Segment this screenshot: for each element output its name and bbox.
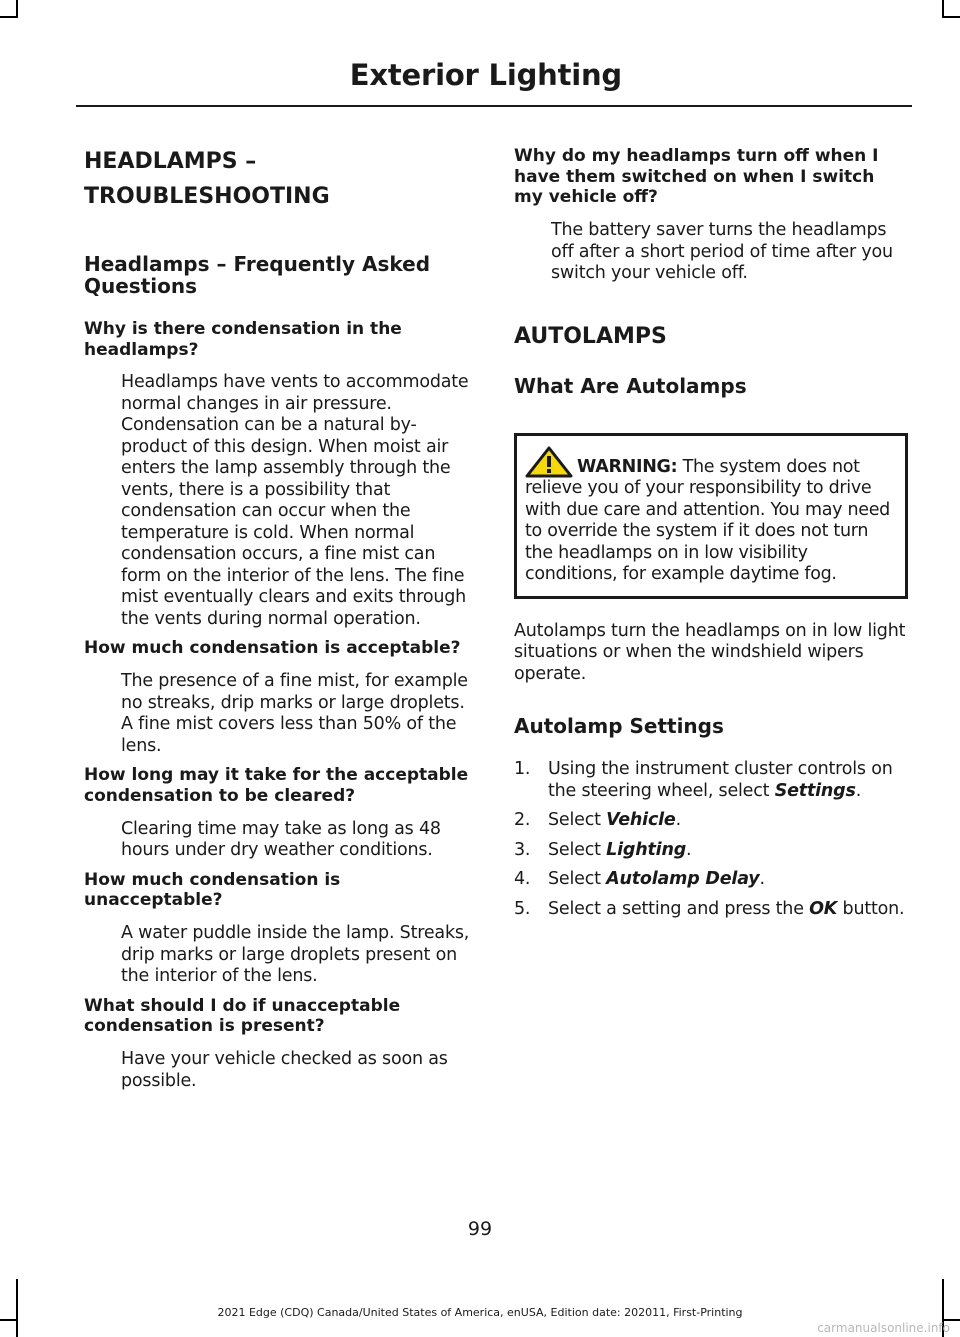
page-number: 99 bbox=[467, 1218, 493, 1240]
faq-question: How long may it take for the acceptable condensation to be cleared? bbox=[84, 765, 469, 806]
crop-mark-bottom-left bbox=[0, 1319, 18, 1321]
step-item: 1. Using the instrument cluster controls on the steering wheel, select Settings. bbox=[514, 759, 893, 801]
right-column bbox=[514, 146, 908, 920]
menu-label: Vehicle bbox=[606, 810, 676, 831]
section-heading-line2: TROUBLESHOOTING bbox=[84, 183, 330, 209]
faq-answer: The presence of a fine mist, for example no streaks, drip marks or large droplets. A fine mist covers less than 50% of the lens. bbox=[121, 671, 468, 756]
section-heading-line1: HEADLAMPS – bbox=[84, 149, 257, 174]
warning-box bbox=[514, 433, 908, 599]
subsection-heading: Autolamp Settings bbox=[514, 714, 724, 739]
step-item: 5. Select a setting and press the OK button. bbox=[514, 898, 905, 919]
menu-label: OK bbox=[809, 898, 838, 919]
section-heading: AUTOLAMPS bbox=[514, 323, 667, 349]
warning-triangle-icon bbox=[525, 446, 573, 478]
crop-mark-top-right bbox=[942, 16, 960, 18]
settings-steps bbox=[514, 759, 908, 920]
subsection-heading: What Are Autolamps bbox=[514, 373, 747, 398]
faq-answer: Headlamps have vents to accommodate normal changes in air pressure. Condensation can be a natural by-product of this design. When moist air enters the lamp assembly through the vents, there is a possibility that condensation can occur when the temperature is cold. When normal condensation occurs, a fine mist can form on the interior of the lens. The fine mist eventually clears and exits through the vents during normal operation. bbox=[121, 372, 469, 629]
crop-mark-top-left bbox=[0, 16, 18, 18]
edition-footer: 2021 Edge (CDQ) Canada/United States of America, enUSA, Edition date: 202011, First-Printing bbox=[217, 1306, 743, 1319]
menu-label: Settings bbox=[774, 780, 856, 801]
page-header-title: Exterior Lighting bbox=[349, 58, 622, 92]
faq-question: What should I do if unacceptable condensation is present? bbox=[84, 995, 401, 1037]
faq-answer: The battery saver turns the headlamps off after a short period of time after you switch your vehicle off. bbox=[551, 220, 893, 284]
menu-label: Lighting bbox=[606, 839, 687, 860]
header-divider bbox=[76, 105, 912, 107]
subsection-heading: Headlamps – Frequently Asked Questions bbox=[84, 251, 431, 298]
step-item: 2. Select Vehicle. bbox=[514, 810, 681, 831]
site-watermark[interactable]: carmanualsonline.info bbox=[817, 1321, 950, 1335]
warning-label: WARNING: bbox=[577, 456, 678, 477]
menu-label: Autolamp Delay bbox=[606, 869, 760, 890]
left-column bbox=[84, 146, 476, 1092]
faq-question: How much condensation is unacceptable? bbox=[84, 869, 341, 911]
faq-question: Why is there condensation in the headlamps? bbox=[84, 318, 402, 360]
faq-answer: A water puddle inside the lamp. Streaks, drip marks or large droplets present on the interior of the lens. bbox=[121, 923, 470, 987]
faq-question: Why do my headlamps turn off when I have them switched on when I switch my vehicle off? bbox=[514, 146, 879, 208]
step-item: 4. Select Autolamp Delay. bbox=[514, 869, 765, 890]
step-item: 3. Select Lighting. bbox=[514, 839, 692, 860]
faq-answer: Have your vehicle checked as soon as possible. bbox=[121, 1049, 448, 1091]
faq-question: How much condensation is acceptable? bbox=[84, 638, 461, 659]
autolamps-intro: Autolamps turn the headlamps on in low light situations or when the windshield wipers operate. bbox=[514, 620, 906, 684]
warning-text: The system does not relieve you of your responsibility to drive with due care and attention. You may need to override the system if it does not turn the headlamps on in low visibility conditions, for example daytime fog. bbox=[525, 456, 890, 585]
faq-answer: Clearing time may take as long as 48 hours under dry weather conditions. bbox=[121, 818, 441, 861]
